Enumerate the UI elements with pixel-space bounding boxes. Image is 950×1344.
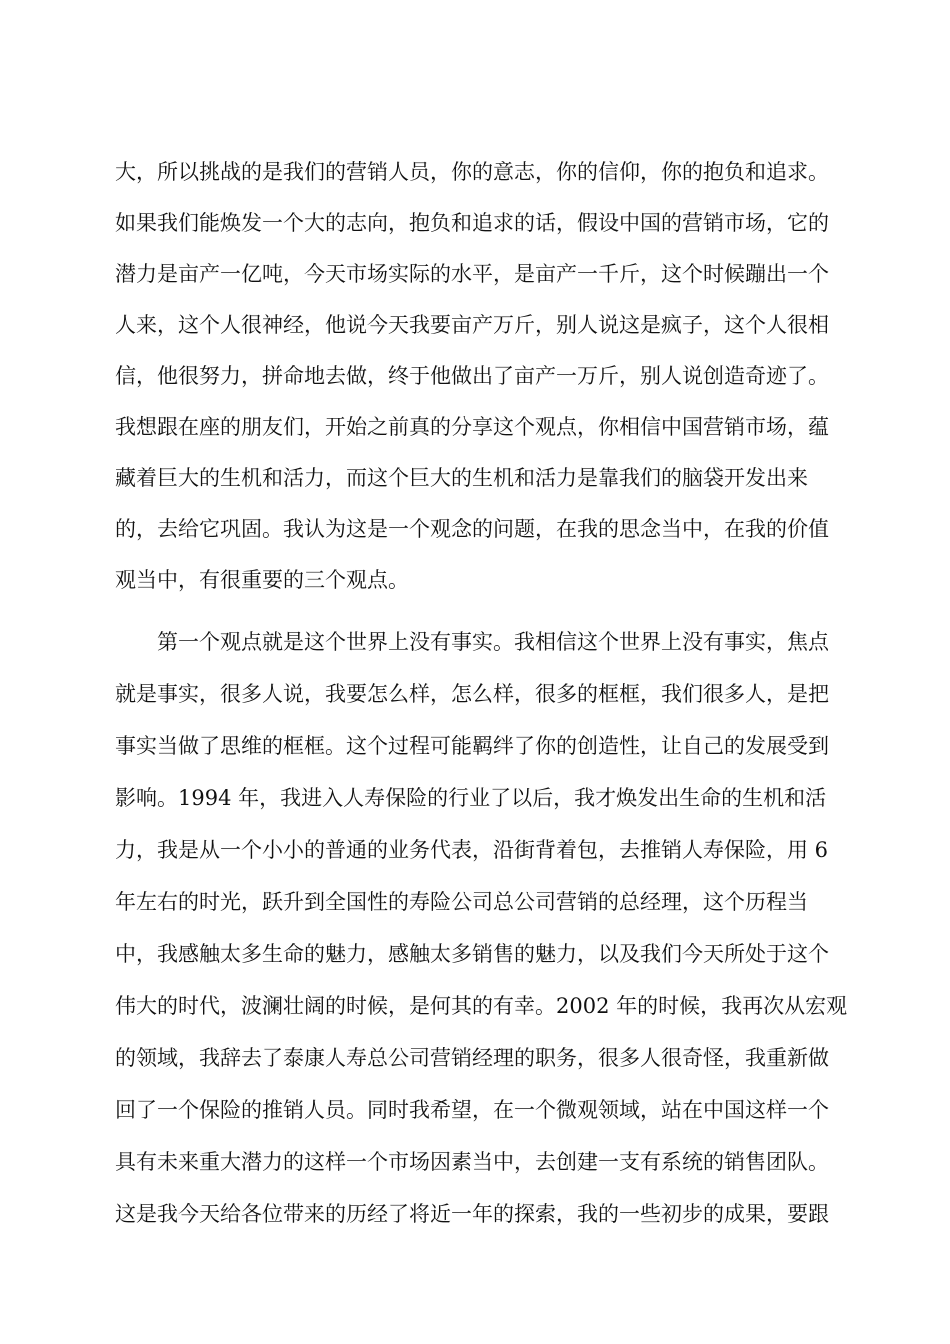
paragraph-2-line-7: 中，我感触太多生命的魅力，感触太多销售的魅力，以及我们今天所处于这个 [115,942,829,966]
paragraph-2-line-1: 第一个观点就是这个世界上没有事实。我相信这个世界上没有事实，焦点 [157,630,829,654]
paragraph-2-line-9: 的领域，我辞去了泰康人寿总公司营销经理的职务，很多人很奇怪，我重新做 [115,1046,829,1070]
paragraph-1-line-4: 人来，这个人很神经，他说今天我要亩产万斤，别人说这是疯子，这个人很相 [115,313,829,337]
paragraph-1-line-3: 潜力是亩产一亿吨，今天市场实际的水平，是亩产一千斤，这个时候蹦出一个 [115,262,829,286]
paragraph-2-line-11: 具有未来重大潜力的这样一个市场因素当中，去创建一支有系统的销售团队。 [115,1150,829,1174]
paragraph-2-line-3: 事实当做了思维的框框。这个过程可能羁绊了你的创造性，让自己的发展受到 [115,734,829,758]
paragraph-1-line-8: 的，去给它巩固。我认为这是一个观念的问题，在我的思念当中，在我的价值 [115,517,829,541]
paragraph-2-line-10: 回了一个保险的推销人员。同时我希望，在一个微观领域，站在中国这样一个 [115,1098,829,1122]
paragraph-1-line-9: 观当中，有很重要的三个观点。 [115,568,409,592]
paragraph-2-line-8: 伟大的时代，波澜壮阔的时候，是何其的有幸。2002 年的时候，我再次从宏观 [115,994,848,1018]
paragraph-1-line-1: 大，所以挑战的是我们的营销人员，你的意志，你的信仰，你的抱负和追求。 [115,160,829,184]
paragraph-1-line-2: 如果我们能焕发一个大的志向，抱负和追求的话，假设中国的营销市场，它的 [115,211,829,235]
paragraph-1-line-7: 藏着巨大的生机和活力，而这个巨大的生机和活力是靠我们的脑袋开发出来 [115,466,808,490]
paragraph-2-line-2: 就是事实，很多人说，我要怎么样，怎么样，很多的框框，我们很多人，是把 [115,682,829,706]
paragraph-2-line-5: 力，我是从一个小小的普通的业务代表，沿街背着包，去推销人寿保险，用 6 [115,838,829,862]
paragraph-1-line-6: 我想跟在座的朋友们，开始之前真的分享这个观点，你相信中国营销市场，蕴 [115,415,829,439]
paragraph-2-line-12: 这是我今天给各位带来的历经了将近一年的探索，我的一些初步的成果，要跟 [115,1202,829,1226]
paragraph-2-line-6: 年左右的时光，跃升到全国性的寿险公司总公司营销的总经理，这个历程当 [115,890,808,914]
paragraph-1-line-5: 信，他很努力，拼命地去做，终于他做出了亩产一万斤，别人说创造奇迹了。 [115,364,829,388]
paragraph-2-line-4: 影响。1994 年，我进入人寿保险的行业了以后，我才焕发出生命的生机和活 [115,786,827,810]
